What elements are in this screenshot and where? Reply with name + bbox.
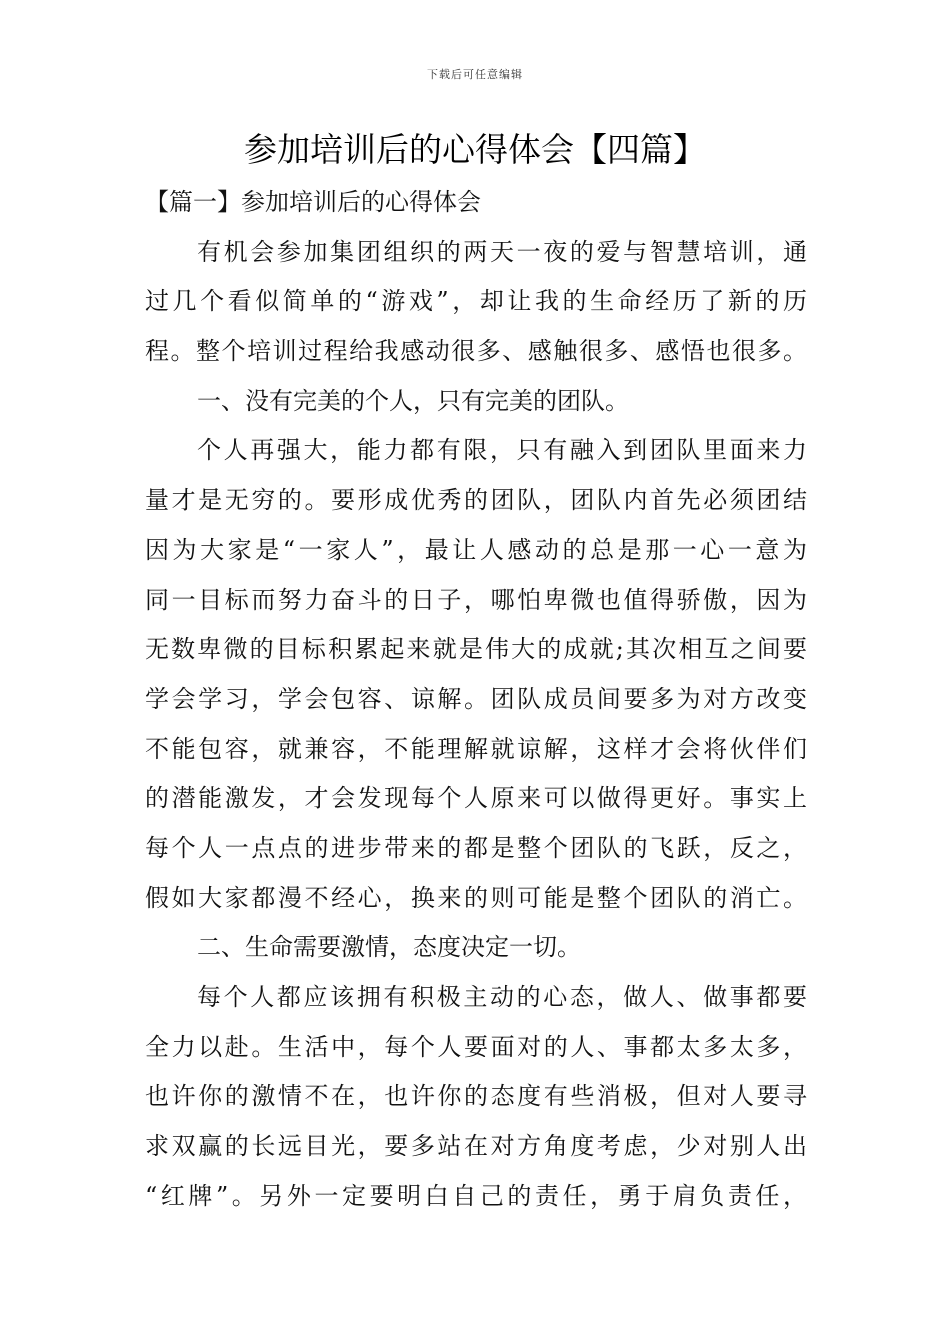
text-line: 量才是无穷的。要形成优秀的团队，团队内首先必须团结	[145, 486, 807, 515]
text-line: 一、没有完美的个人，只有完美的团队。	[197, 386, 629, 415]
text-line: 过几个看似简单的“游戏”，却让我的生命经历了新的历	[145, 287, 807, 316]
text-line: 程。整个培训过程给我感动很多、感触很多、感悟也很多。	[145, 337, 807, 366]
text-line: 全力以赴。生活中，每个人要面对的人、事都太多太多，	[145, 1032, 807, 1061]
text-line: 不能包容，就兼容，不能理解就谅解，这样才会将伙伴们	[145, 734, 807, 763]
text-line: 同一目标而努力奋斗的日子，哪怕卑微也值得骄傲，因为	[145, 585, 807, 614]
header-note: 下载后可任意编辑	[427, 68, 523, 81]
text-line: “红牌”。另外一定要明白自己的责任，勇于肩负责任，	[145, 1181, 807, 1210]
text-line: 每个人一点点的进步带来的都是整个团队的飞跃，反之，	[145, 833, 807, 862]
text-line: 求双赢的长远目光，要多站在对方角度考虑，少对别人出	[145, 1132, 807, 1161]
text-line: 【篇一】参加培训后的心得体会	[145, 188, 481, 216]
text-line: 的潜能激发，才会发现每个人原来可以做得更好。事实上	[145, 784, 807, 813]
text-line: 二、生命需要激情，态度决定一切。	[197, 933, 581, 962]
document-title: 参加培训后的心得体会【四篇】	[244, 130, 706, 169]
document-body	[145, 178, 807, 1221]
text-line: 学会学习，学会包容、谅解。团队成员间要多为对方改变	[145, 684, 807, 713]
text-line: 个人再强大，能力都有限，只有融入到团队里面来力	[197, 436, 807, 465]
text-line: 有机会参加集团组织的两天一夜的爱与智慧培训，通	[197, 237, 807, 266]
text-line: 假如大家都漫不经心，换来的则可能是整个团队的消亡。	[145, 883, 807, 912]
text-line: 无数卑微的目标积累起来就是伟大的成就;其次相互之间要	[145, 635, 807, 664]
text-line: 每个人都应该拥有积极主动的心态，做人、做事都要	[197, 983, 807, 1011]
text-line: 因为大家是“一家人”，最让人感动的总是那一心一意为	[145, 535, 807, 564]
text-line: 也许你的激情不在，也许你的态度有些消极，但对人要寻	[145, 1082, 807, 1111]
